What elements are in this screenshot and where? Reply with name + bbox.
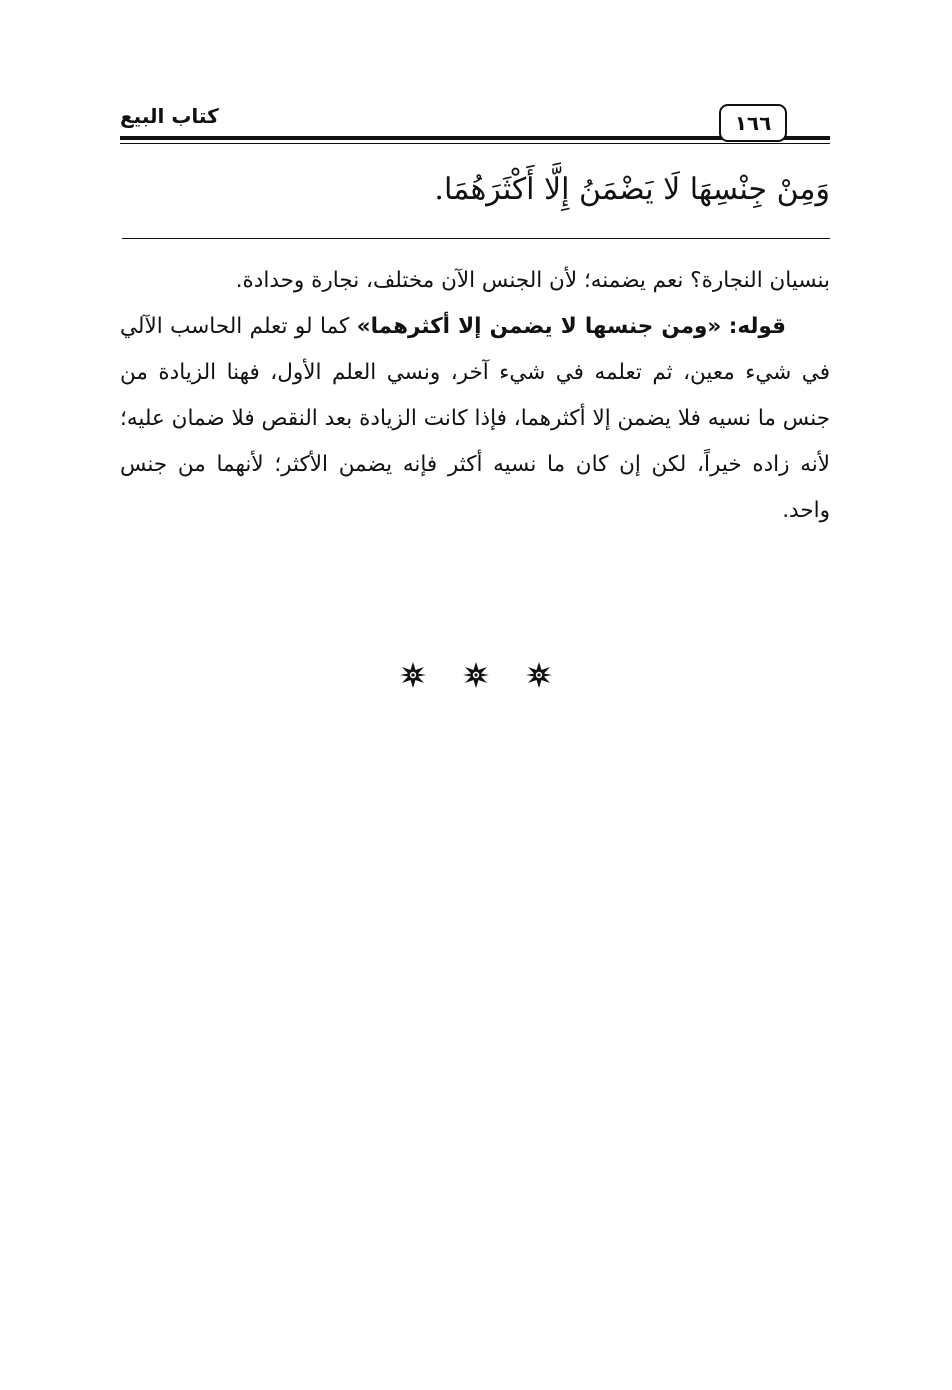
commentary-paragraph-1: بنسيان النجارة؟ نعم يضمنه؛ لأن الجنس الآن مختلف، نجارة وحدادة. bbox=[235, 268, 830, 293]
star-ornament-icon bbox=[526, 662, 552, 688]
quoted-matn: «ومن جنسها لا يضمن إلا أكثرهما» bbox=[356, 314, 722, 339]
chapter-title: كتاب البيع bbox=[120, 104, 219, 128]
matn-separator bbox=[122, 238, 830, 239]
section-end-ornaments bbox=[400, 658, 552, 692]
qawluhu-label: قوله: bbox=[728, 314, 786, 339]
header-rule-thin bbox=[120, 143, 830, 144]
commentary-paragraph-2 bbox=[120, 304, 830, 534]
star-ornament-icon bbox=[400, 662, 426, 688]
commentary-paragraph-2-text: كما لو تعلم الحاسب الآلي في شيء معين، ثم تعلمه في شيء آخر، ونسي العلم الأول، فهنا الزيادة من جنس ما نسيه فلا يضمن إلا أكثرهما، فإذا كانت الزيادة بعد النقص فلا ضمان عليه؛ لأنه زاده خيراً، لكن إن كان ما نسيه أكثر فإنه يضمن الأكثر؛ لأنهما من جنس واحد. bbox=[120, 314, 830, 523]
matn-text: وَمِنْ جِنْسِهَا لَا يَضْمَنُ إِلَّا أَكْثَرَهُمَا. bbox=[434, 172, 830, 207]
commentary bbox=[120, 258, 830, 534]
page-number: ١٦٦ bbox=[719, 104, 787, 142]
page-header bbox=[120, 102, 830, 148]
star-ornament-icon bbox=[463, 662, 489, 688]
